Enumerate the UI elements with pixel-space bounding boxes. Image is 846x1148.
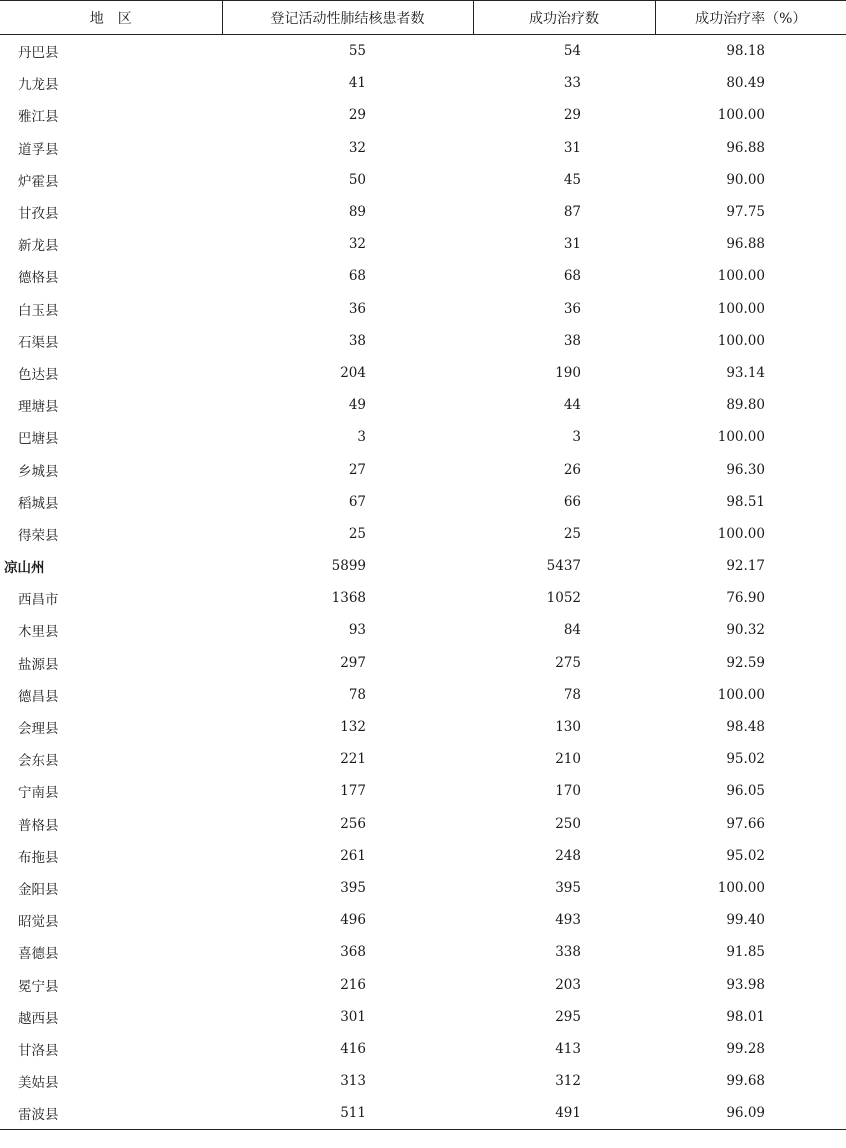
registered-cell: 67 [348,493,366,510]
rate-cell: 100.00 [717,332,765,349]
rate-cell: 100.00 [717,429,765,446]
rate-cell: 100.00 [717,268,765,285]
table-row [0,67,846,99]
rate-cell: 95.02 [726,847,765,864]
rate-cell: 100.00 [717,107,765,124]
rate-cell: 100.00 [717,525,765,542]
treated-cell: 395 [555,879,581,896]
table-row [0,968,846,1000]
table-row [0,35,846,68]
region-cell: 稻城县 [18,495,59,512]
rate-cell: 92.59 [726,654,765,671]
registered-cell: 27 [348,461,366,478]
table-header [0,1,846,35]
treated-cell: 54 [563,43,581,60]
table-row [0,228,846,260]
region-cell: 新龙县 [18,238,59,255]
treated-cell: 78 [563,686,581,703]
table-row [0,325,846,357]
registered-cell: 78 [348,686,366,703]
table-row [0,260,846,292]
rate-cell: 99.40 [726,912,765,929]
treated-cell: 29 [563,107,581,124]
table-row [0,679,846,711]
region-cell: 雷波县 [0,1097,222,1130]
region-cell: 丹巴县 [18,45,59,62]
treated-cell: 36 [563,300,581,317]
registered-cell: 216 [340,976,366,993]
region-cell: 盐源县 [18,656,59,673]
treated-cell: 413 [555,1040,581,1057]
table-body [0,35,846,1130]
region-cell: 甘洛县 [18,1042,59,1059]
table-row [0,1001,846,1033]
registered-cell: 1368 [331,590,366,607]
header-success-rate: 成功治疗率（%） [655,1,846,35]
table-row [0,486,846,518]
treated-cell: 203 [555,976,581,993]
region-cell: 木里县 [18,624,59,641]
rate-cell: 80.49 [726,75,765,92]
registered-cell: 36 [348,300,366,317]
registered-cell: 416 [340,1040,366,1057]
rate-cell: 90.32 [726,622,765,639]
region-cell: 喜德县 [18,946,59,963]
treated-cell: 33 [563,75,581,92]
region-cell: 石渠县 [18,334,59,351]
header-registered-patients: 登记活动性肺结核患者数 [222,1,473,35]
registered-cell: 93 [348,622,366,639]
region-cell: 宁南县 [18,785,59,802]
rate-cell: 100.00 [717,300,765,317]
registered-cell: 261 [340,847,366,864]
registered-cell: 297 [340,654,366,671]
treated-cell: 312 [555,1073,581,1090]
rate-cell: 100.00 [717,686,765,703]
rate-cell: 96.88 [726,236,765,253]
table-row [0,1097,846,1130]
treated-cell: 250 [555,815,581,832]
treated-cell: 170 [555,783,581,800]
table-row [0,614,846,646]
registered-cell: 395 [340,879,366,896]
region-cell: 乡城县 [18,463,59,480]
table-row [0,647,846,679]
registered-cell: 32 [348,236,366,253]
treated-cell: 66 [563,493,581,510]
region-cell: 得荣县 [18,527,59,544]
treated-cell: 68 [563,268,581,285]
registered-cell: 511 [222,1097,473,1130]
region-cell: 凉山州 [4,560,45,577]
table-row [0,453,846,485]
rate-cell: 93.14 [726,364,765,381]
region-cell: 雅江县 [18,109,59,126]
table-row [0,582,846,614]
table-row [0,872,846,904]
rate-cell: 96.09 [655,1097,846,1130]
region-cell: 西昌市 [18,592,59,609]
treated-cell: 26 [563,461,581,478]
table-row [0,196,846,228]
table-row [0,840,846,872]
rate-cell: 95.02 [726,751,765,768]
treated-cell: 31 [563,139,581,156]
table-row [0,421,846,453]
rate-cell: 91.85 [726,944,765,961]
table-row [0,711,846,743]
region-cell: 普格县 [18,817,59,834]
table-row [0,743,846,775]
registered-cell: 49 [348,397,366,414]
rate-cell: 92.17 [726,558,765,575]
registered-cell: 132 [340,719,366,736]
region-cell: 甘孜县 [18,206,59,223]
header-treated-count: 成功治疗数 [473,1,655,35]
treated-cell: 190 [555,364,581,381]
header-row [0,1,846,35]
rate-cell: 76.90 [726,590,765,607]
region-cell: 巴塘县 [18,431,59,448]
registered-cell: 256 [340,815,366,832]
treated-cell: 295 [555,1008,581,1025]
treated-cell: 38 [563,332,581,349]
region-cell: 炉霍县 [18,173,59,190]
treated-cell: 1052 [546,590,581,607]
region-cell: 色达县 [18,366,59,383]
treated-cell: 44 [563,397,581,414]
region-cell: 白玉县 [18,302,59,319]
region-cell: 昭觉县 [18,914,59,931]
rate-cell: 93.98 [726,976,765,993]
registered-cell: 89 [348,204,366,221]
registered-cell: 3 [357,429,366,446]
rate-cell: 97.66 [726,815,765,832]
rate-cell: 89.80 [726,397,765,414]
registered-cell: 68 [348,268,366,285]
treated-cell: 45 [563,171,581,188]
registered-cell: 177 [340,783,366,800]
region-cell: 德格县 [18,270,59,287]
rate-cell: 98.01 [726,1008,765,1025]
table-row [0,808,846,840]
rate-cell: 98.48 [726,719,765,736]
table-row [0,99,846,131]
rate-cell: 97.75 [726,204,765,221]
region-cell: 德昌县 [18,688,59,705]
table-row [0,389,846,421]
treated-cell: 3 [572,429,581,446]
registered-cell: 32 [348,139,366,156]
rate-cell: 100.00 [717,879,765,896]
region-cell: 美姑县 [18,1075,59,1092]
table-row [0,1065,846,1097]
treated-cell: 130 [555,719,581,736]
registered-cell: 368 [340,944,366,961]
registered-cell: 301 [340,1008,366,1025]
treated-cell: 210 [555,751,581,768]
treated-cell: 275 [555,654,581,671]
registered-cell: 204 [340,364,366,381]
treated-cell: 338 [555,944,581,961]
region-cell: 理塘县 [18,399,59,416]
treated-cell: 493 [555,912,581,929]
rate-cell: 99.28 [726,1040,765,1057]
treated-cell: 84 [563,622,581,639]
registered-cell: 38 [348,332,366,349]
rate-cell: 99.68 [726,1073,765,1090]
registered-cell: 313 [340,1073,366,1090]
region-cell: 会理县 [18,721,59,738]
table-row [0,1033,846,1065]
treated-cell: 248 [555,847,581,864]
rate-cell: 98.18 [726,43,765,60]
region-cell: 冕宁县 [18,978,59,995]
region-cell: 布拖县 [18,849,59,866]
table-row [0,936,846,968]
registered-cell: 41 [348,75,366,92]
rate-cell: 96.30 [726,461,765,478]
treated-cell: 31 [563,236,581,253]
registered-cell: 5899 [331,558,366,575]
registered-cell: 221 [340,751,366,768]
table-row [0,775,846,807]
region-cell: 越西县 [18,1010,59,1027]
region-cell: 会东县 [18,753,59,770]
table-row [0,164,846,196]
rate-cell: 96.88 [726,139,765,156]
region-cell: 九龙县 [18,77,59,94]
region-cell: 道孚县 [18,141,59,158]
table-row [0,904,846,936]
treated-cell: 491 [473,1097,655,1130]
treated-cell: 5437 [546,558,581,575]
rate-cell: 90.00 [726,171,765,188]
region-cell: 金阳县 [18,881,59,898]
treated-cell: 25 [563,525,581,542]
registered-cell: 55 [348,43,366,60]
table-row [0,518,846,550]
rate-cell: 96.05 [726,783,765,800]
header-region: 地 区 [0,1,222,35]
rate-cell: 98.51 [726,493,765,510]
registered-cell: 496 [340,912,366,929]
table-row [0,357,846,389]
treated-cell: 87 [563,204,581,221]
table-row [0,132,846,164]
table-row [0,293,846,325]
registered-cell: 50 [348,171,366,188]
registered-cell: 29 [348,107,366,124]
registered-cell: 25 [348,525,366,542]
table-row [0,550,846,582]
